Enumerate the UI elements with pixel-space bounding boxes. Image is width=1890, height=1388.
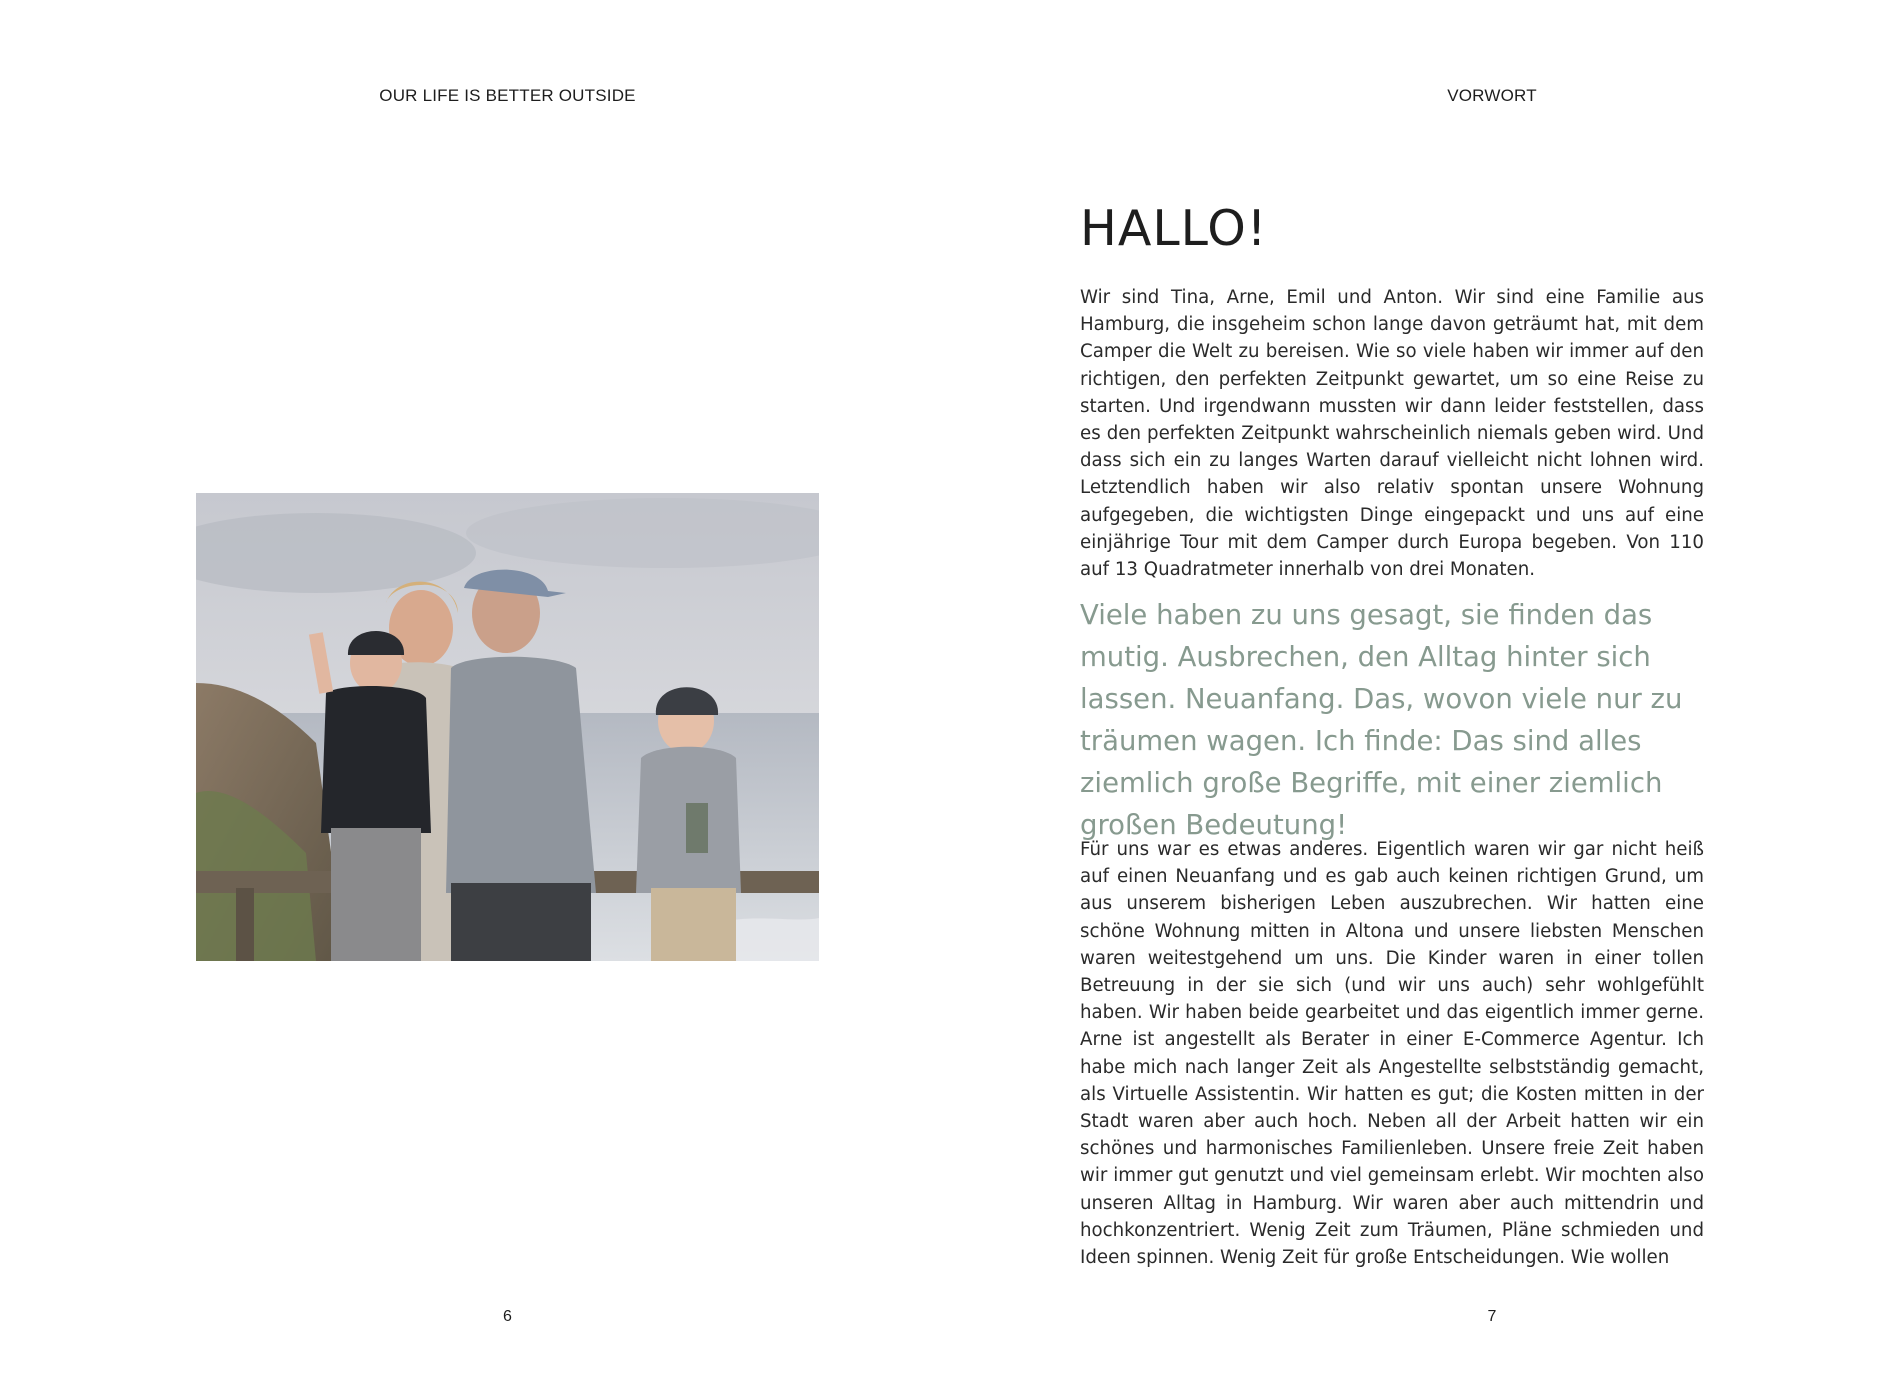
pull-quote: Viele haben zu uns gesagt, sie finden das mutig. Ausbrechen, den Alltag hinter sich lassen. Neuanfang. Das, wovon viele nur zu träumen wagen. Ich finde: Das sind alles ziemlich große Begriffe, mit einer ziemlich großen Bedeutung! (1080, 599, 1683, 841)
page-number-right: 7 (1487, 1308, 1497, 1325)
family-photo-icon (196, 493, 819, 961)
right-page (945, 0, 1890, 1388)
running-head-right: VORWORT (1447, 86, 1537, 105)
intro-paragraph: Wir sind Tina, Arne, Emil und Anton. Wir sind eine Familie aus Hamburg, die insgeheim schon lange davon geträumt hat, mit dem Camper die Welt zu bereisen. Wie so viele haben wir immer auf den richtigen, den perfekten Zeitpunkt gewartet, um so eine Reise zu starten. Und irgendwann mussten wir dann leider feststellen, dass es den perfekten Zeitpunkt wahrscheinlich niemals geben wird. Und dass sich ein zu langes Warten darauf vielleicht nicht lohnen wird. Letztendlich haben wir also relativ spontan unsere Wohnung aufgegeben, die wichtigsten Dinge eingepackt und uns auf eine einjährige Tour mit dem Camper durch Europa begeben. Von 110 auf 13 Quadratmeter innerhalb von drei Monaten. (1080, 287, 1704, 581)
page-number-left: 6 (503, 1308, 512, 1325)
body-paragraph: Für uns war es etwas anderes. Eigentlich waren wir gar nicht heiß auf einen Neuanfang und es gab auch keinen richtigen Grund, um aus unserem bisherigen Leben auszubrechen. Wir hatten eine schöne Wohnung mitten in Altona und unsere liebsten Menschen waren weitestgehend um uns. Die Kinder waren in einer tollen Betreuung in der sie sich (und wir uns auch) sehr wohlgefühlt haben. Wir haben beide gearbeitet und das eigentlich immer gerne. Arne ist angestellt als Berater in einer E-Commerce Agentur. Ich habe mich nach langer Zeit als Angestellte selbstständig gemacht, als Virtuelle Assistentin. Wir hatten es gut; die Kosten mitten in der Stadt waren aber auch hoch. Neben all der Arbeit hatten wir ein schönes und harmonisches Familienleben. Unsere freie Zeit haben wir immer gut genutzt und viel gemeinsam erlebt. Wir mochten also unseren Alltag in Hamburg. Wir waren aber auch mittendrin und hochkonzentriert. Wenig Zeit zum Träumen, Pläne schmieden und Ideen spinnen. Wenig Zeit für große Entscheidungen. Wie wollen (1080, 839, 1704, 1269)
running-head-left: OUR LIFE IS BETTER OUTSIDE (379, 86, 636, 105)
page-heading: HALLO! (1080, 200, 1268, 257)
family-photo (196, 493, 819, 961)
